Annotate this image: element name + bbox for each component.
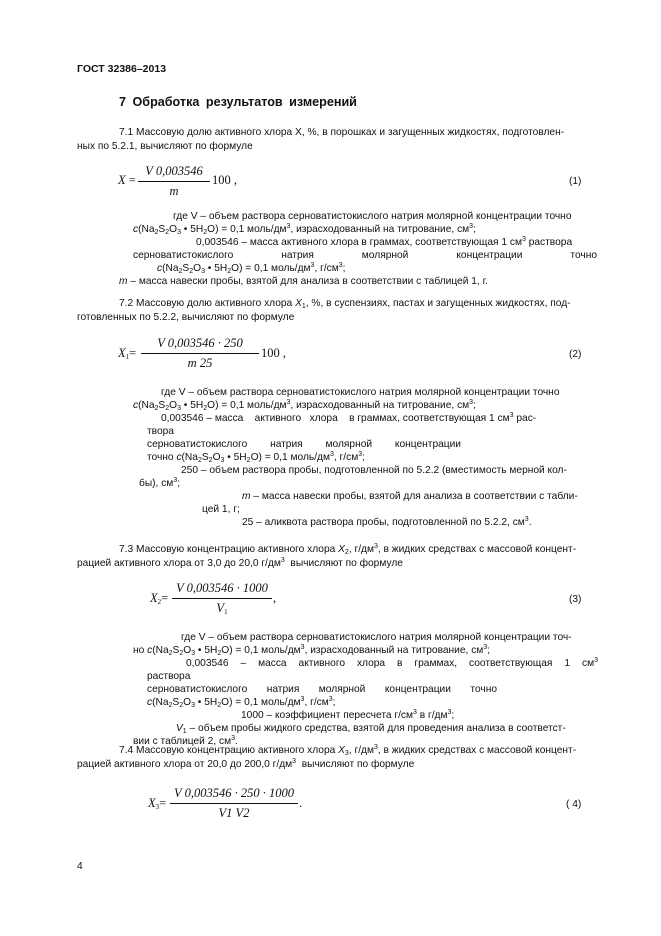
paragraph-7-3-line-1: 7.3 Массовую концентрацию активного хлора $X_2$, $г/дм^3$, в жидких средствах с массовой концент- [119,543,577,556]
where-1-line-3: 0,003546 – масса активного хлора в граммах, соответствующая 1 $см^3$ раствора [196,236,573,248]
formula-2-denominator: m 25 [187,356,213,370]
formula-1-fraction-bar [138,181,210,182]
formula-1-numerator: V 0,003546 [145,164,203,178]
formula-2-lhs: X [118,346,126,360]
paragraph-7-4-line-2: рацией активного хлора от 20,0 до 200,0 $г/дм^3$ вычисляют по формуле [77,758,415,770]
formula-3-numerator: V 0,003546 · 1000 [176,581,268,595]
formula-1-multiplier: 100 , [212,173,237,187]
where-3-line-9: вии с таблицей 2, $см^3$. [133,735,238,747]
formula-2-numerator: V 0,003546 · 250 [157,336,243,350]
paragraph-7-1-line-2: ных по 5.2.1, вычисляют по формуле [77,141,253,152]
where-2-line-1: где V – объем раствора серноватистокислого натрия молярной концентрации точно [161,387,560,398]
formula-4-numerator: V 0,003546 · 250 · 1000 [174,786,294,800]
where-2-line-5: серноватистокислого натрия молярной концентрации [147,439,461,450]
section-title: 7 Обработка результатов измерений [119,95,357,109]
where-2-line-11: 25 – аликвота раствора пробы, подготовленной по 5.2.2, $см^3$. [242,516,532,528]
where-3-line-5: серноватистокислого натрия молярной концентрации точно [147,684,497,695]
formula-4-lhs-subscript: 3 [155,803,160,811]
formula-2-multiplier: 100 , [261,346,286,360]
formula-2-lhs-subscript: 1 [125,353,130,361]
formula-2-fraction-bar [141,353,259,354]
paragraph-7-1-line-1: 7.1 Массовую долю активного хлора X, %, в порошках и загущенных жидкостях, подготовлен- [119,127,565,138]
formula-3-lhs-subscript: 2 [157,598,162,606]
where-2-line-2: $c(Na_2S_2O_3$ • $5H_2O) = 0,1$ моль/$дм^3$, израсходованный на титрование, $см^3$; [133,399,476,412]
formula-3-number: (3) [569,594,582,605]
where-3-line-6: $c(Na_2S_2O_3$ • $5H_2O) = 0,1$ моль/$дм^3$, $г/см^3$; [147,696,336,709]
formula-1-lhs: X [118,173,126,187]
where-2-line-3: 0,003546 – масса активного хлора в граммах, соответствующая 1 $см^3$ рас- [161,412,537,424]
formula-1-denominator: m [169,184,179,198]
where-2-line-9: m – масса навески пробы, взятой для анализа в соответствии с табли- [242,491,578,502]
formula-4-denominator: V1 V2 [218,806,250,820]
where-2-line-7: 250 – объем раствора пробы, подготовленной по 5.2.2 (вместимость мерной кол- [181,465,567,476]
where-3-line-3: 0,003546 – масса активного хлора в граммах, соответствующая 1 $см^3$ [186,657,598,669]
where-3-line-8: $V_1$ – объем пробы жидкого средства, взятой для проведения анализа в соответст- [176,723,566,735]
where-1-line-5: $c(Na_2S_2O_3$ • $5H_2O) = 0,1$ моль/$дм^3$, $г/см^3$; [157,262,346,275]
where-1-line-4: серноватистокислого натрия молярной концентрации точно [133,250,597,261]
formula-3-lhs: X [150,591,158,605]
formula-3-denominator-subscript: 1 [224,608,228,616]
formula-4-fraction-bar [170,803,298,804]
where-3-line-7: 1000 – коэффициент пересчета $г/см^3$ в $г/дм^3$; [241,709,455,721]
where-2-line-6: точно $c(Na_2S_2O_3$ • $5H_2O) = 0,1$ моль/$дм^3$, $г/см^3$; [147,451,365,464]
formula-4-period: . [299,796,303,810]
formula-4-lhs: X [148,796,156,810]
where-2-line-8: бы), $см^3$; [139,477,181,489]
paragraph-7-2-line-2: готовленных по 5.2.2, вычисляют по формуле [77,312,295,323]
where-2-line-4: твора [147,426,174,437]
paragraph-7-2-line-1: 7.2 Массовую долю активного хлора $X_1$, %, в суспензиях, пастах и загущенных жидкостях, под- [119,298,571,310]
where-1-line-6: m – масса навески пробы, взятой для анализа в соответствии с таблицей 1, г. [119,276,488,287]
formula-3-fraction-bar [172,598,272,599]
formula-4-number: ( 4) [566,799,582,810]
paragraph-7-4-line-1: 7.4 Массовую концентрацию активного хлора $X_3$, $г/дм^3$, в жидких средствах с массовой концент- [119,744,577,757]
document-code: ГОСТ 32386–2013 [77,63,167,75]
page-number: 4 [77,861,83,872]
where-3-line-2: но $c(Na_2S_2O_3$ • $5H_2O) = 0,1$ моль/$дм^3$, израсходованный на титрование, $см^3$; [133,644,491,657]
where-1-line-2: $c(Na_2S_2O_3$ • $5H_2O) = 0,1$ моль/$дм^3$, израсходованный на титрование, $см^3$; [133,223,476,236]
formula-2-number: (2) [569,349,582,360]
formula-3-comma: , [273,591,277,605]
where-3-line-1: где V – объем раствора серноватистокислого натрия молярной концентрации точ- [181,632,572,643]
formula-1-number: (1) [569,176,582,187]
where-3-line-4: раствора [147,671,191,682]
paragraph-7-3-line-2: рацией активного хлора от 3,0 до 20,0 $г/дм^3$ вычисляют по формуле [77,557,403,569]
formula-3-denominator: V [216,601,225,615]
where-1-line-1: где V – объем раствора серноватистокислого натрия молярной концентрации точно [173,211,572,222]
where-2-line-10: цей 1, г; [202,504,240,515]
